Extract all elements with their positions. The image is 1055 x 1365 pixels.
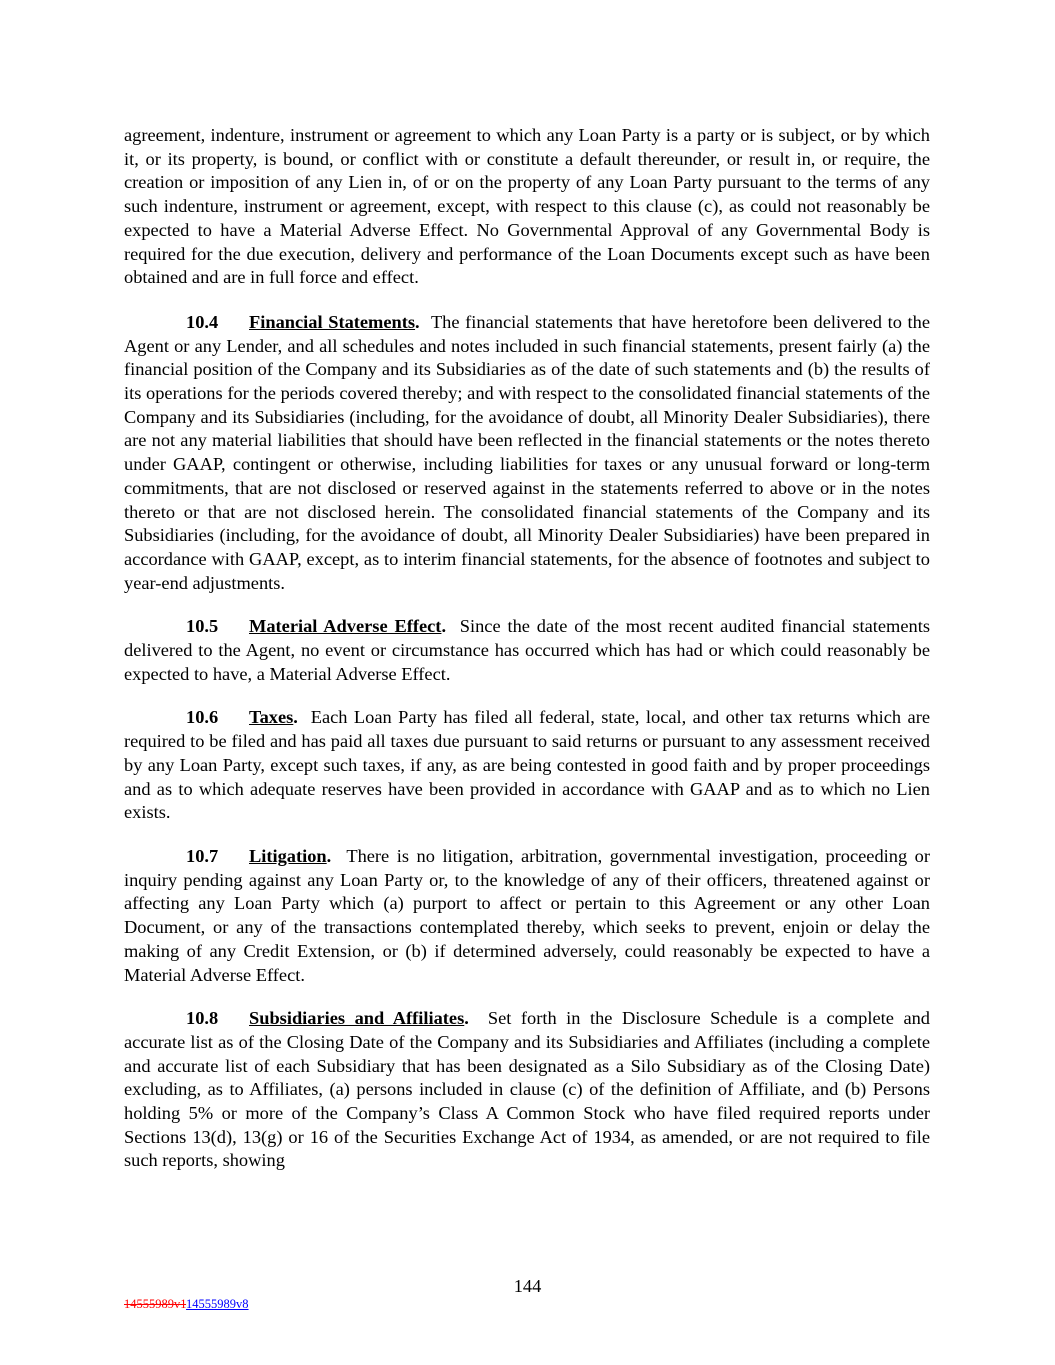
section-title-punct: .	[441, 616, 447, 637]
section-title: Litigation	[249, 845, 327, 866]
section-body: There is no litigation, arbitration, governmental investigation, proceeding or inquiry pending against any Loan Party or, to the knowledge of any of their officers, threatened against or affecting any Loan Party which (a) purport to affect or pertain to this Agreement or any other Loan Document, or any of the transactions contemplated thereby, which seeks to prevent, enjoin or delay the making of any Credit Extension, or (b) if determined adversely, could reasonably be expected to have a Material Adverse Effect.	[124, 845, 931, 985]
section-body: Set forth in the Disclosure Schedule is a complete and accurate list as of the Closing Date of the Company and its Subsidiaries and Affiliates (including a complete and accurate list of each Subsidiary that has been designated as a Silo Subsidiary as of the Closing Date) excluding, as to Affiliates, (a) persons included in clause (c) of the definition of Affiliate, and (b) Persons holding 5% or more of the Company’s Class A Common Stock who have filed required reports under Sections 13(d), 13(g) or 16 of the Securities Exchange Act of 1934, as amended, or are not required to file such reports, showing	[124, 1008, 930, 1171]
section-10-5	[124, 615, 930, 686]
section-body: Each Loan Party has filed all federal, state, local, and other tax returns which are required to be filed and has paid all taxes due pursuant to said returns or pursuant to any assessment received by any Loan Party, except such taxes, if any, as are being contested in good faith and by proper proceedings and as to which adequate reserves have been provided in accordance with GAAP and as to which no Lien exists.	[124, 707, 930, 823]
section-number: 10.7	[186, 845, 219, 866]
continuation-text: agreement, indenture, instrument or agreement to which any Loan Party is a party or is subject, or by which it, or its property, is bound, or conflict with or constitute a default thereunder, or result in, or require, the creation or imposition of any Lien in, of or on the property of any Loan Party pursuant to the terms of any such indenture, instrument or agreement, except, with respect to this clause (c), as could not reasonably be expected to have a Material Adverse Effect. No Governmental Approval of any Governmental Body is required for the due execution, delivery and performance of the Loan Documents except such as have been obtained and are in full force and effect.	[124, 125, 930, 288]
section-10-6	[124, 706, 930, 825]
section-number: 10.4	[186, 311, 219, 332]
section-title: Material Adverse Effect	[249, 616, 442, 637]
section-number: 10.6	[186, 707, 219, 728]
document-id-inserted: 14555989v8	[186, 1297, 249, 1311]
document-body	[124, 124, 930, 1193]
section-title: Taxes	[249, 707, 294, 728]
section-10-8	[124, 1007, 930, 1173]
document-id-deleted: 14555989v1	[124, 1297, 187, 1311]
section-title-punct: .	[464, 1008, 469, 1029]
section-body: The financial statements that have heretofore been delivered to the Agent or any Lender, and all schedules and notes included in such financial statements, present fairly (a) the financial position of the Company and its Subsidiaries as of the date of such statements and (b) the results of its operations for the periods covered thereby; and with respect to the consolidated financial statements of the Company and its Subsidiaries (including, for the avoidance of doubt, all Minority Dealer Subsidiaries), there are not any material liabilities that should have been reflected in the financial statements or the notes thereto under GAAP, contingent or otherwise, including liabilities for taxes or any unusual forward or long-term commitments, that are not disclosed or reserved against in the statements referred to above or in the notes thereto or that are not disclosed herein. The consolidated financial statements of the Company and its Subsidiaries (including, for the avoidance of doubt, all Minority Dealer Subsidiaries) have been prepared in accordance with GAAP, except, as to interim financial statements, for the absence of footnotes and subject to year-end adjustments.	[124, 311, 930, 593]
section-title: Subsidiaries and Affiliates	[249, 1008, 465, 1029]
continuation-paragraph	[124, 124, 930, 290]
section-number: 10.8	[186, 1008, 219, 1029]
section-10-7	[124, 845, 930, 987]
section-title-punct: .	[293, 707, 298, 728]
section-number: 10.5	[186, 616, 219, 637]
section-title-punct: .	[326, 845, 332, 866]
document-id	[124, 1296, 249, 1312]
section-10-4	[124, 311, 930, 595]
section-body: Since the date of the most recent audited financial statements delivered to the Agent, no event or circumstance has occurred which has had or which could reasonably be expected to have, a Material Adverse Effect.	[124, 616, 930, 684]
page-number: 144	[513, 1276, 542, 1296]
section-title: Financial Statements	[249, 311, 416, 332]
section-title-punct: .	[415, 311, 420, 332]
